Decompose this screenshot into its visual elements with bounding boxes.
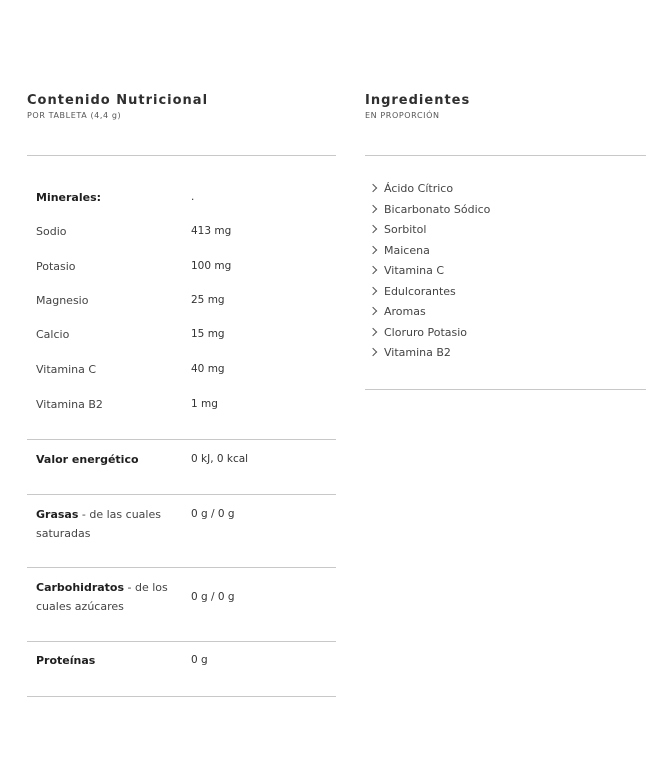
minerals-heading-value: . bbox=[191, 191, 195, 203]
mineral-label: Sodio bbox=[36, 225, 67, 238]
nutrition-subtitle: POR TABLETA (4,4 g) bbox=[27, 111, 122, 120]
divider bbox=[27, 567, 336, 568]
chevron-right-icon bbox=[369, 327, 377, 335]
chevron-right-icon bbox=[369, 245, 377, 253]
mineral-value: 100 mg bbox=[191, 260, 232, 272]
divider bbox=[27, 696, 336, 697]
ingredient-label: Ácido Cítrico bbox=[384, 182, 454, 195]
ingredients-title: Ingredientes bbox=[365, 93, 471, 108]
divider bbox=[27, 439, 336, 440]
ingredient-label: Sorbitol bbox=[384, 223, 427, 236]
ingredient-label: Vitamina B2 bbox=[384, 346, 451, 359]
list-item bbox=[370, 282, 490, 303]
minerals-heading: Minerales: bbox=[36, 191, 102, 204]
list-item bbox=[370, 200, 490, 221]
list-item bbox=[370, 220, 490, 241]
chevron-right-icon bbox=[369, 225, 377, 233]
ingredient-label: Bicarbonato Sódico bbox=[384, 202, 491, 216]
nutrition-title: Contenido Nutricional bbox=[27, 93, 209, 108]
divider bbox=[27, 155, 336, 156]
divider bbox=[27, 494, 336, 495]
chevron-right-icon bbox=[369, 266, 377, 274]
carbs-detail: - de los cuales azúcares bbox=[36, 581, 168, 613]
ingredient-label: Aromas bbox=[384, 305, 426, 318]
mineral-label: Vitamina B2 bbox=[36, 398, 103, 411]
energy-label: Valor energético bbox=[36, 453, 139, 466]
list-item bbox=[370, 261, 490, 282]
chevron-right-icon bbox=[369, 184, 377, 192]
fats-detail: - de las cuales saturadas bbox=[36, 508, 161, 540]
chevron-right-icon bbox=[369, 348, 377, 356]
mineral-value: 15 mg bbox=[191, 328, 225, 340]
ingredient-label: Maicena bbox=[384, 243, 430, 257]
chevron-right-icon bbox=[369, 307, 377, 315]
fats-value: 0 g / 0 g bbox=[191, 508, 235, 520]
chevron-right-icon bbox=[369, 204, 377, 212]
nutrition-section bbox=[27, 93, 336, 667]
mineral-label: Potasio bbox=[36, 260, 76, 273]
list-item bbox=[370, 302, 490, 323]
fats-label: Grasas bbox=[36, 508, 79, 521]
list-item bbox=[370, 179, 490, 200]
ingredients-subtitle: EN PROPORCIÓN bbox=[365, 111, 440, 120]
mineral-value: 40 mg bbox=[191, 363, 225, 375]
ingredient-label: Vitamina C bbox=[384, 264, 445, 277]
mineral-value: 25 mg bbox=[191, 294, 225, 306]
list-item bbox=[370, 241, 490, 262]
divider bbox=[365, 389, 646, 390]
list-item bbox=[370, 323, 490, 344]
carbs-value: 0 g / 0 g bbox=[191, 591, 235, 603]
ingredients-list bbox=[370, 179, 490, 364]
mineral-label: Magnesio bbox=[36, 294, 89, 307]
proteins-label: Proteínas bbox=[36, 654, 96, 667]
mineral-label: Calcio bbox=[36, 328, 70, 341]
carbs-label: Carbohidratos bbox=[36, 581, 125, 594]
energy-value: 0 kJ, 0 kcal bbox=[191, 453, 249, 465]
divider bbox=[365, 155, 646, 156]
list-item bbox=[370, 343, 490, 364]
divider bbox=[27, 641, 336, 642]
ingredient-label: Edulcorantes bbox=[384, 284, 456, 298]
chevron-right-icon bbox=[369, 286, 377, 294]
mineral-value: 413 mg bbox=[191, 225, 232, 237]
mineral-label: Vitamina C bbox=[36, 363, 97, 376]
ingredient-label: Cloruro Potasio bbox=[384, 325, 468, 339]
ingredients-section bbox=[365, 93, 646, 359]
mineral-value: 1 mg bbox=[191, 398, 218, 410]
proteins-value: 0 g bbox=[191, 654, 208, 666]
